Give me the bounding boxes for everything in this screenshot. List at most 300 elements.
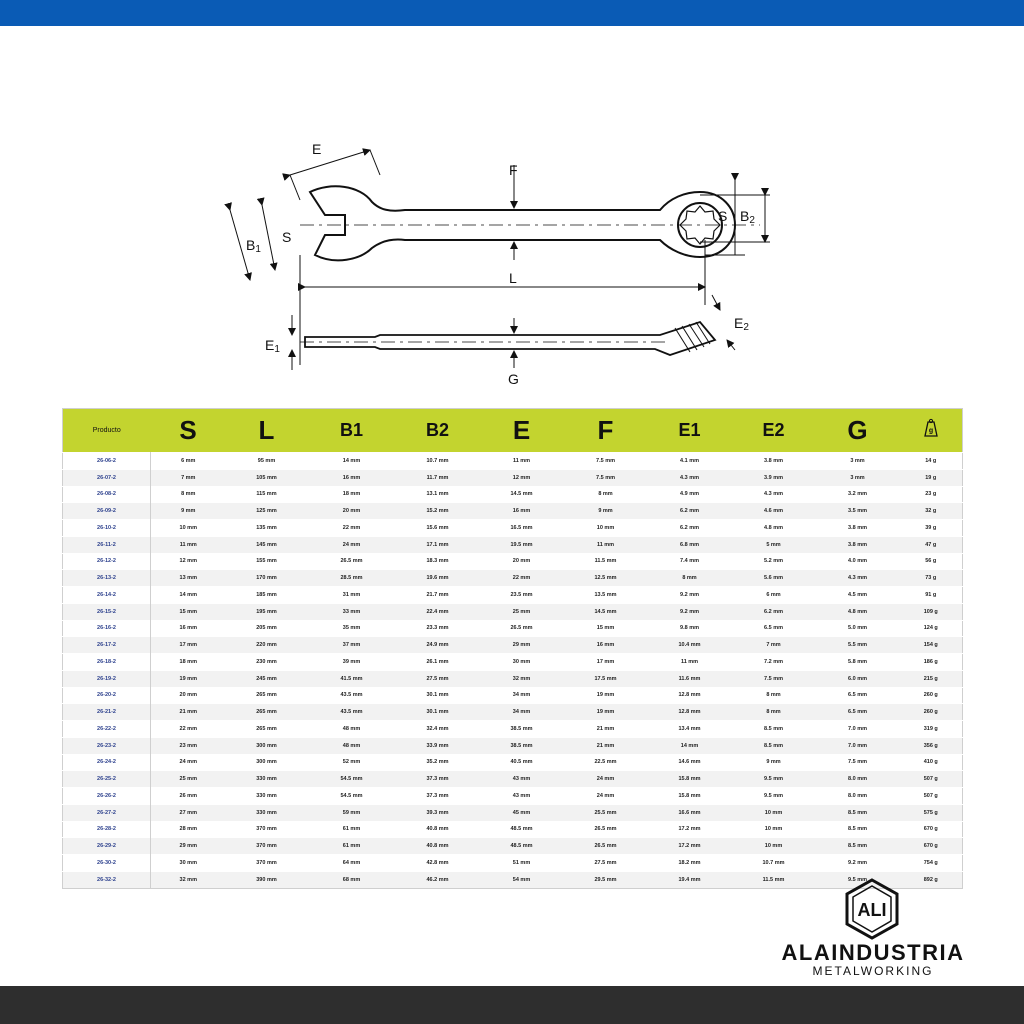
spec-value-cell: 16.5 mm	[480, 520, 564, 537]
spec-value-cell: 25 mm	[151, 771, 226, 788]
table-row	[63, 637, 963, 654]
spec-value-cell: 8.5 mm	[816, 821, 900, 838]
table-row	[63, 704, 963, 721]
spec-value-cell: 26.5 mm	[308, 553, 396, 570]
spec-value-cell: 7.2 mm	[732, 654, 816, 671]
table-row	[63, 754, 963, 771]
header-B2: B2	[396, 409, 480, 453]
spec-value-cell: 48 mm	[308, 721, 396, 738]
spec-value-cell: 4.3 mm	[648, 469, 732, 486]
spec-value-cell: 32.4 mm	[396, 721, 480, 738]
spec-value-cell: 33 mm	[308, 603, 396, 620]
spec-value-cell: 12 mm	[480, 469, 564, 486]
label-E2: E2	[734, 315, 749, 333]
spec-value-cell: 25 mm	[480, 603, 564, 620]
product-code-cell: 26-22-2	[63, 721, 151, 738]
spec-value-cell: 319 g	[900, 721, 963, 738]
table-row	[63, 855, 963, 872]
spec-value-cell: 15.2 mm	[396, 503, 480, 520]
spec-value-cell: 27.5 mm	[564, 855, 648, 872]
spec-value-cell: 43 mm	[480, 771, 564, 788]
product-code-cell: 26-10-2	[63, 520, 151, 537]
spec-value-cell: 4.9 mm	[648, 486, 732, 503]
spec-value-cell: 507 g	[900, 771, 963, 788]
table-row	[63, 587, 963, 604]
spec-value-cell: 48.5 mm	[480, 821, 564, 838]
spec-value-cell: 3.8 mm	[816, 520, 900, 537]
product-code-cell: 26-25-2	[63, 771, 151, 788]
weight-icon	[921, 418, 941, 438]
spec-value-cell: 16 mm	[151, 620, 226, 637]
bottom-footer-bar	[0, 986, 1024, 1024]
spec-value-cell: 3.8 mm	[732, 453, 816, 470]
spec-value-cell: 56 g	[900, 553, 963, 570]
spec-value-cell: 7.5 mm	[816, 754, 900, 771]
spec-value-cell: 13.5 mm	[564, 587, 648, 604]
spec-value-cell: 356 g	[900, 737, 963, 754]
spec-value-cell: 507 g	[900, 788, 963, 805]
spec-value-cell: 4.6 mm	[732, 503, 816, 520]
spec-value-cell: 21 mm	[564, 721, 648, 738]
spec-value-cell: 19.6 mm	[396, 570, 480, 587]
spec-value-cell: 154 g	[900, 637, 963, 654]
spec-value-cell: 52 mm	[308, 754, 396, 771]
brand-mark-icon	[844, 878, 900, 940]
spec-value-cell: 19 mm	[564, 704, 648, 721]
spec-value-cell: 13 mm	[151, 570, 226, 587]
spec-value-cell: 4.5 mm	[816, 587, 900, 604]
spec-value-cell: 18 mm	[308, 486, 396, 503]
spec-value-cell: 14 g	[900, 453, 963, 470]
spec-value-cell: 370 mm	[226, 855, 308, 872]
spec-value-cell: 95 mm	[226, 453, 308, 470]
header-B1: B1	[308, 409, 396, 453]
header-product: Producto	[63, 409, 151, 453]
spec-value-cell: 10.7 mm	[396, 453, 480, 470]
spec-value-cell: 26.5 mm	[564, 838, 648, 855]
wrench-drawing	[200, 130, 800, 395]
spec-value-cell: 14.5 mm	[564, 603, 648, 620]
spec-value-cell: 7 mm	[151, 469, 226, 486]
spec-value-cell: 8.5 mm	[732, 737, 816, 754]
spec-value-cell: 11 mm	[564, 536, 648, 553]
spec-value-cell: 9 mm	[564, 503, 648, 520]
table-row	[63, 469, 963, 486]
spec-value-cell: 13.1 mm	[396, 486, 480, 503]
spec-value-cell: 10 mm	[732, 804, 816, 821]
wrench-side-view	[292, 295, 735, 370]
spec-value-cell: 15.6 mm	[396, 520, 480, 537]
table-body	[63, 453, 963, 889]
spec-value-cell: 23 g	[900, 486, 963, 503]
spec-value-cell: 16 mm	[564, 637, 648, 654]
header-weight	[900, 409, 963, 453]
product-code-cell: 26-20-2	[63, 687, 151, 704]
spec-value-cell: 265 mm	[226, 704, 308, 721]
spec-value-cell: 14 mm	[151, 587, 226, 604]
spec-value-cell: 6.5 mm	[816, 687, 900, 704]
spec-value-cell: 21 mm	[564, 737, 648, 754]
spec-value-cell: 8.5 mm	[816, 838, 900, 855]
spec-value-cell: 24 mm	[564, 788, 648, 805]
spec-value-cell: 21 mm	[151, 704, 226, 721]
spec-value-cell: 43.5 mm	[308, 687, 396, 704]
spec-value-cell: 22.4 mm	[396, 603, 480, 620]
product-code-cell: 26-18-2	[63, 654, 151, 671]
spec-value-cell: 9.5 mm	[732, 771, 816, 788]
spec-value-cell: 370 mm	[226, 838, 308, 855]
svg-text:ALI: ALI	[857, 900, 887, 920]
spec-value-cell: 19 g	[900, 469, 963, 486]
product-code-cell: 26-12-2	[63, 553, 151, 570]
label-B1: B1	[246, 237, 261, 255]
spec-value-cell: 195 mm	[226, 603, 308, 620]
spec-value-cell: 34 mm	[480, 704, 564, 721]
product-code-cell: 26-29-2	[63, 838, 151, 855]
spec-value-cell: 12 mm	[151, 553, 226, 570]
spec-value-cell: 37 mm	[308, 637, 396, 654]
spec-value-cell: 27.5 mm	[396, 670, 480, 687]
spec-value-cell: 4.1 mm	[648, 453, 732, 470]
spec-value-cell: 105 mm	[226, 469, 308, 486]
spec-value-cell: 54.5 mm	[308, 788, 396, 805]
spec-value-cell: 17.5 mm	[564, 670, 648, 687]
label-E1: E1	[265, 337, 280, 355]
spec-value-cell: 20 mm	[308, 503, 396, 520]
spec-value-cell: 8 mm	[732, 687, 816, 704]
spec-value-cell: 19.4 mm	[648, 871, 732, 888]
spec-value-cell: 40.8 mm	[396, 821, 480, 838]
spec-value-cell: 32 mm	[480, 670, 564, 687]
spec-value-cell: 34 mm	[480, 687, 564, 704]
product-code-cell: 26-28-2	[63, 821, 151, 838]
spec-value-cell: 5 mm	[732, 536, 816, 553]
product-code-cell: 26-14-2	[63, 587, 151, 604]
spec-value-cell: 22 mm	[480, 570, 564, 587]
spec-value-cell: 9.5 mm	[732, 788, 816, 805]
spec-value-cell: 8.0 mm	[816, 788, 900, 805]
table-row	[63, 821, 963, 838]
spec-value-cell: 17 mm	[564, 654, 648, 671]
label-S-left: S	[282, 229, 292, 245]
spec-value-cell: 91 g	[900, 587, 963, 604]
spec-value-cell: 15 mm	[564, 620, 648, 637]
spec-value-cell: 16 mm	[308, 469, 396, 486]
table-row	[63, 570, 963, 587]
spec-value-cell: 10 mm	[732, 821, 816, 838]
table-row	[63, 838, 963, 855]
spec-value-cell: 11 mm	[648, 654, 732, 671]
spec-value-cell: 260 g	[900, 687, 963, 704]
table-row	[63, 520, 963, 537]
spec-value-cell: 37.3 mm	[396, 788, 480, 805]
spec-value-cell: 39 g	[900, 520, 963, 537]
spec-value-cell: 6 mm	[151, 453, 226, 470]
spec-value-cell: 390 mm	[226, 871, 308, 888]
spec-value-cell: 3 mm	[816, 469, 900, 486]
spec-value-cell: 22 mm	[308, 520, 396, 537]
spec-value-cell: 125 mm	[226, 503, 308, 520]
spec-value-cell: 32 mm	[151, 871, 226, 888]
spec-value-cell: 16.6 mm	[648, 804, 732, 821]
spec-value-cell: 670 g	[900, 821, 963, 838]
spec-value-cell: 9.5 mm	[816, 871, 900, 888]
spec-value-cell: 24 mm	[151, 754, 226, 771]
spec-value-cell: 135 mm	[226, 520, 308, 537]
product-code-cell: 26-27-2	[63, 804, 151, 821]
spec-value-cell: 23.3 mm	[396, 620, 480, 637]
spec-value-cell: 11 mm	[151, 536, 226, 553]
product-code-cell: 26-32-2	[63, 871, 151, 888]
spec-value-cell: 170 mm	[226, 570, 308, 587]
spec-value-cell: 30.1 mm	[396, 687, 480, 704]
wrench-top-view	[300, 186, 760, 260]
spec-value-cell: 68 mm	[308, 871, 396, 888]
spec-value-cell: 9.2 mm	[648, 587, 732, 604]
spec-value-cell: 15 mm	[151, 603, 226, 620]
brand-logo	[758, 878, 988, 978]
spec-value-cell: 23.5 mm	[480, 587, 564, 604]
spec-value-cell: 28.5 mm	[308, 570, 396, 587]
spec-value-cell: 330 mm	[226, 804, 308, 821]
spec-value-cell: 15.8 mm	[648, 771, 732, 788]
spec-value-cell: 22.5 mm	[564, 754, 648, 771]
spec-value-cell: 30.1 mm	[396, 704, 480, 721]
spec-value-cell: 26.5 mm	[480, 620, 564, 637]
spec-value-cell: 13.4 mm	[648, 721, 732, 738]
spec-value-cell: 30 mm	[480, 654, 564, 671]
spec-value-cell: 330 mm	[226, 788, 308, 805]
spec-value-cell: 10.7 mm	[732, 855, 816, 872]
spec-value-cell: 300 mm	[226, 737, 308, 754]
spec-value-cell: 265 mm	[226, 687, 308, 704]
spec-value-cell: 17.1 mm	[396, 536, 480, 553]
spec-value-cell: 24.9 mm	[396, 637, 480, 654]
spec-value-cell: 40.5 mm	[480, 754, 564, 771]
label-E: E	[312, 141, 322, 157]
product-code-cell: 26-23-2	[63, 737, 151, 754]
spec-value-cell: 26.1 mm	[396, 654, 480, 671]
spec-value-cell: 38.5 mm	[480, 721, 564, 738]
table-row	[63, 804, 963, 821]
product-code-cell: 26-19-2	[63, 670, 151, 687]
spec-value-cell: 9 mm	[151, 503, 226, 520]
spec-value-cell: 6.0 mm	[816, 670, 900, 687]
brand-name: ALAINDUSTRIA	[781, 940, 965, 965]
label-S-right: S	[718, 208, 728, 224]
brand-tagline: METALWORKING	[812, 964, 934, 978]
spec-value-cell: 6 mm	[732, 587, 816, 604]
table-row	[63, 737, 963, 754]
spec-value-cell: 205 mm	[226, 620, 308, 637]
wrench-dimension-diagram	[200, 130, 800, 395]
table-row	[63, 553, 963, 570]
spec-value-cell: 29 mm	[151, 838, 226, 855]
spec-value-cell: 14 mm	[308, 453, 396, 470]
spec-value-cell: 64 mm	[308, 855, 396, 872]
spec-value-cell: 7.5 mm	[564, 469, 648, 486]
spec-value-cell: 220 mm	[226, 637, 308, 654]
table-row	[63, 536, 963, 553]
spec-value-cell: 9 mm	[732, 754, 816, 771]
spec-value-cell: 4.3 mm	[816, 570, 900, 587]
table-row	[63, 453, 963, 470]
header-F: F	[564, 409, 648, 453]
spec-value-cell: 39.3 mm	[396, 804, 480, 821]
spec-value-cell: 37.3 mm	[396, 771, 480, 788]
spec-value-cell: 6.8 mm	[648, 536, 732, 553]
table-row	[63, 620, 963, 637]
header-G: G	[816, 409, 900, 453]
spec-value-cell: 33.9 mm	[396, 737, 480, 754]
spec-value-cell: 12.8 mm	[648, 704, 732, 721]
label-L: L	[509, 270, 517, 286]
spec-value-cell: 4.8 mm	[816, 603, 900, 620]
spec-value-cell: 6.2 mm	[648, 503, 732, 520]
spec-value-cell: 5.5 mm	[816, 637, 900, 654]
spec-value-cell: 265 mm	[226, 721, 308, 738]
spec-value-cell: 26.5 mm	[564, 821, 648, 838]
spec-value-cell: 145 mm	[226, 536, 308, 553]
spec-value-cell: 8 mm	[564, 486, 648, 503]
spec-value-cell: 6.5 mm	[816, 704, 900, 721]
spec-value-cell: 43.5 mm	[308, 704, 396, 721]
spec-value-cell: 8 mm	[732, 704, 816, 721]
spec-value-cell: 8.0 mm	[816, 771, 900, 788]
spec-value-cell: 4.8 mm	[732, 520, 816, 537]
spec-value-cell: 8 mm	[648, 570, 732, 587]
label-F: F	[509, 162, 518, 178]
spec-value-cell: 330 mm	[226, 771, 308, 788]
spec-value-cell: 670 g	[900, 838, 963, 855]
product-code-cell: 26-30-2	[63, 855, 151, 872]
spec-value-cell: 7 mm	[732, 637, 816, 654]
spec-value-cell: 8.5 mm	[732, 721, 816, 738]
spec-value-cell: 48.5 mm	[480, 838, 564, 855]
spec-value-cell: 3.9 mm	[732, 469, 816, 486]
spec-value-cell: 24 mm	[308, 536, 396, 553]
spec-value-cell: 370 mm	[226, 821, 308, 838]
spec-value-cell: 54.5 mm	[308, 771, 396, 788]
table-row	[63, 771, 963, 788]
spec-value-cell: 7.4 mm	[648, 553, 732, 570]
spec-value-cell: 155 mm	[226, 553, 308, 570]
spec-value-cell: 410 g	[900, 754, 963, 771]
spec-value-cell: 14 mm	[648, 737, 732, 754]
spec-value-cell: 28 mm	[151, 821, 226, 838]
spec-value-cell: 892 g	[900, 871, 963, 888]
product-code-cell: 26-06-2	[63, 453, 151, 470]
spec-value-cell: 29 mm	[480, 637, 564, 654]
spec-value-cell: 6.2 mm	[648, 520, 732, 537]
spec-value-cell: 9.2 mm	[816, 855, 900, 872]
product-code-cell: 26-26-2	[63, 788, 151, 805]
table-row	[63, 788, 963, 805]
spec-value-cell: 7.5 mm	[732, 670, 816, 687]
spec-value-cell: 54 mm	[480, 871, 564, 888]
table-row	[63, 654, 963, 671]
spec-value-cell: 18 mm	[151, 654, 226, 671]
spec-value-cell: 45 mm	[480, 804, 564, 821]
spec-value-cell: 48 mm	[308, 737, 396, 754]
table-row	[63, 486, 963, 503]
spec-value-cell: 109 g	[900, 603, 963, 620]
spec-value-cell: 11.6 mm	[648, 670, 732, 687]
spec-value-cell: 40.8 mm	[396, 838, 480, 855]
spec-value-cell: 215 g	[900, 670, 963, 687]
spec-value-cell: 7.5 mm	[564, 453, 648, 470]
spec-value-cell: 17 mm	[151, 637, 226, 654]
spec-value-cell: 8.5 mm	[816, 804, 900, 821]
spec-value-cell: 9.2 mm	[648, 603, 732, 620]
spec-value-cell: 230 mm	[226, 654, 308, 671]
spec-value-cell: 4.0 mm	[816, 553, 900, 570]
header-E2: E2	[732, 409, 816, 453]
spec-value-cell: 47 g	[900, 536, 963, 553]
spec-value-cell: 245 mm	[226, 670, 308, 687]
product-code-cell: 26-15-2	[63, 603, 151, 620]
spec-value-cell: 5.8 mm	[816, 654, 900, 671]
table-row	[63, 603, 963, 620]
spec-value-cell: 51 mm	[480, 855, 564, 872]
spec-value-cell: 61 mm	[308, 838, 396, 855]
spec-value-cell: 30 mm	[151, 855, 226, 872]
spec-value-cell: 42.8 mm	[396, 855, 480, 872]
product-code-cell: 26-08-2	[63, 486, 151, 503]
table-row	[63, 670, 963, 687]
spec-value-cell: 9.8 mm	[648, 620, 732, 637]
product-code-cell: 26-16-2	[63, 620, 151, 637]
spec-value-cell: 32 g	[900, 503, 963, 520]
spec-value-cell: 3 mm	[816, 453, 900, 470]
spec-value-cell: 61 mm	[308, 821, 396, 838]
spec-value-cell: 19 mm	[151, 670, 226, 687]
spec-value-cell: 18.3 mm	[396, 553, 480, 570]
spec-value-cell: 115 mm	[226, 486, 308, 503]
spec-value-cell: 186 g	[900, 654, 963, 671]
spec-value-cell: 6.2 mm	[732, 603, 816, 620]
spec-value-cell: 29.5 mm	[564, 871, 648, 888]
spec-value-cell: 7.0 mm	[816, 737, 900, 754]
spec-value-cell: 46.2 mm	[396, 871, 480, 888]
spec-value-cell: 73 g	[900, 570, 963, 587]
spec-value-cell: 11.5 mm	[732, 871, 816, 888]
spec-value-cell: 6.5 mm	[732, 620, 816, 637]
spec-value-cell: 20 mm	[151, 687, 226, 704]
product-code-cell: 26-11-2	[63, 536, 151, 553]
spec-value-cell: 16 mm	[480, 503, 564, 520]
spec-value-cell: 10.4 mm	[648, 637, 732, 654]
table-header-row	[63, 409, 963, 453]
table-row	[63, 721, 963, 738]
spec-value-cell: 19.5 mm	[480, 536, 564, 553]
spec-value-cell: 185 mm	[226, 587, 308, 604]
product-code-cell: 26-21-2	[63, 704, 151, 721]
spec-value-cell: 21.7 mm	[396, 587, 480, 604]
spec-value-cell: 17.2 mm	[648, 838, 732, 855]
header-E1: E1	[648, 409, 732, 453]
dimension-lines-top	[230, 150, 770, 365]
spec-value-cell: 4.3 mm	[732, 486, 816, 503]
spec-value-cell: 11 mm	[480, 453, 564, 470]
spec-value-cell: 12.5 mm	[564, 570, 648, 587]
top-banner-bar	[0, 0, 1024, 26]
spec-value-cell: 5.6 mm	[732, 570, 816, 587]
spec-value-cell: 15.8 mm	[648, 788, 732, 805]
spec-value-cell: 41.5 mm	[308, 670, 396, 687]
spec-value-cell: 260 g	[900, 704, 963, 721]
spec-value-cell: 3.5 mm	[816, 503, 900, 520]
